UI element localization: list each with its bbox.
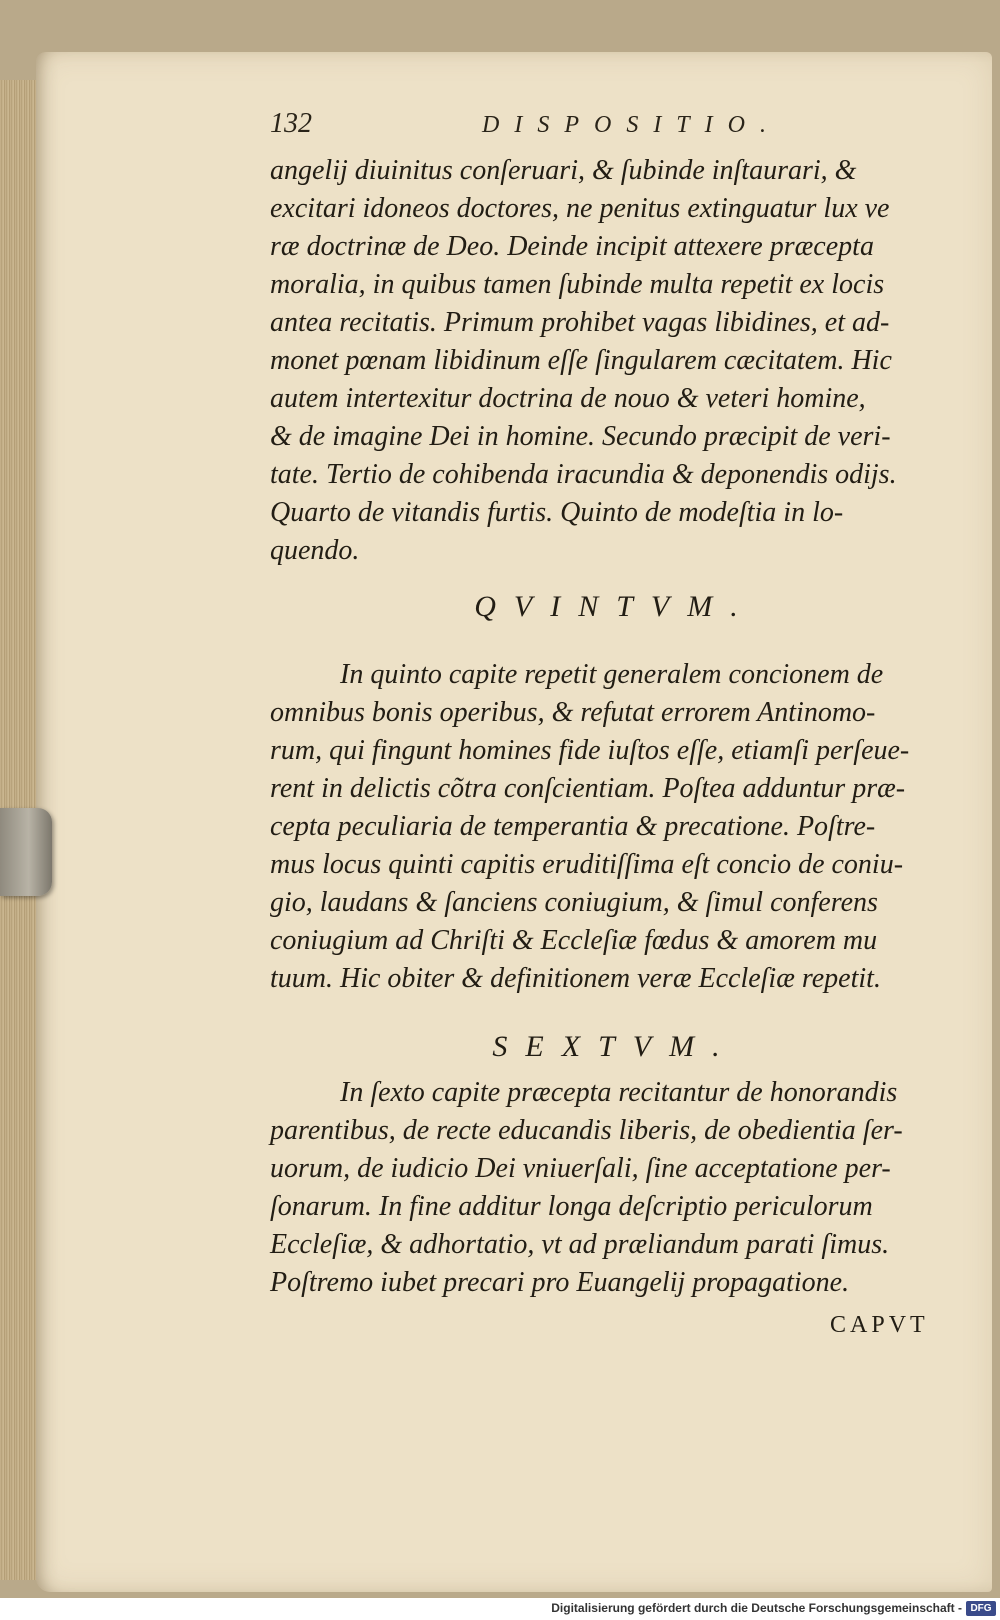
text-line: tuum. Hic obiter & definitionem veræ Eccleſiæ repetit.: [270, 963, 881, 994]
text-line: ſonarum. In fine additur longa deſcriptio periculorum: [270, 1191, 873, 1222]
section-heading-sextum: SEXTVM.: [492, 1030, 738, 1063]
page-header: [270, 108, 960, 148]
footer-bar: [0, 1598, 1000, 1620]
footer-credit: Digitalisierung gefördert durch die Deutsche Forschungsgemeinschaft -: [551, 1601, 962, 1615]
text-line: excitari idoneos doctores, ne penitus extinguatur lux ve: [270, 193, 890, 224]
text-line: Quarto de vitandis furtis. Quinto de modeſtia in lo-: [270, 497, 844, 528]
text-line: antea recitatis. Primum prohibet vagas libidines, et ad-: [270, 307, 890, 338]
paragraph-quintum: [270, 656, 960, 998]
text-line: rum, qui fingunt homines fide iuſtos eſſe, etiamſi perſeue-: [270, 735, 910, 766]
text-line: monet pœnam libidinum eſſe ſingularem cæcitatem. Hic: [270, 345, 892, 376]
text-line: Eccleſiæ, & adhortatio, vt ad præliandum parati ſimus.: [270, 1229, 890, 1260]
text-line: autem intertexitur doctrina de nouo & veteri homine,: [270, 383, 866, 414]
text-line: In ſexto capite præcepta recitantur de honorandis: [340, 1077, 898, 1108]
text-line: coniugium ad Chriſti & Eccleſiæ fœdus & amorem mu: [270, 925, 878, 956]
text-line: cepta peculiaria de temperantia & precatione. Poſtre-: [270, 811, 876, 842]
text-line: gio, laudans & ſanciens coniugium, & ſimul conferens: [270, 887, 878, 918]
page-number: 132: [270, 108, 312, 139]
text-line: moralia, in quibus tamen ſubinde multa repetit ex locis: [270, 269, 885, 300]
text-line: Poſtremo iubet precari pro Euangelij propagatione.: [270, 1267, 850, 1298]
text-line: quendo.: [270, 535, 360, 566]
running-head: DISPOSITIO.: [482, 112, 781, 138]
book-clasp: [0, 808, 52, 896]
text-line: In quinto capite repetit generalem concionem de: [340, 659, 884, 690]
text-line: angelij diuinitus conſeruari, & ſubinde inſtaurari, &: [270, 155, 857, 186]
text-line: uorum, de iudicio Dei vniuerſali, ſine acceptatione per-: [270, 1153, 891, 1184]
catchword: CAPVT: [830, 1312, 929, 1338]
text-line: parentibus, de recte educandis liberis, de obedientia ſer-: [270, 1115, 903, 1146]
text-line: ræ doctrinæ de Deo. Deinde incipit attexere præcepta: [270, 231, 874, 262]
text-line: tate. Tertio de cohibenda iracundia & deponendis odijs.: [270, 459, 897, 490]
dfg-logo: DFG: [966, 1601, 996, 1616]
section-heading-quintum: QVINTVM.: [474, 590, 756, 623]
text-line: mus locus quinti capitis eruditiſſima eſt concio de coniu-: [270, 849, 904, 880]
text-line: & de imagine Dei in homine. Secundo præcipit de veri-: [270, 421, 891, 452]
paragraph-sextum: [270, 1074, 960, 1302]
text-line: rent in delictis cõtra conſcientiam. Poſtea adduntur præ-: [270, 773, 906, 804]
text-line: omnibus bonis operibus, & refutat errorem Antinomo-: [270, 697, 876, 728]
paragraph-intro: [270, 152, 960, 570]
